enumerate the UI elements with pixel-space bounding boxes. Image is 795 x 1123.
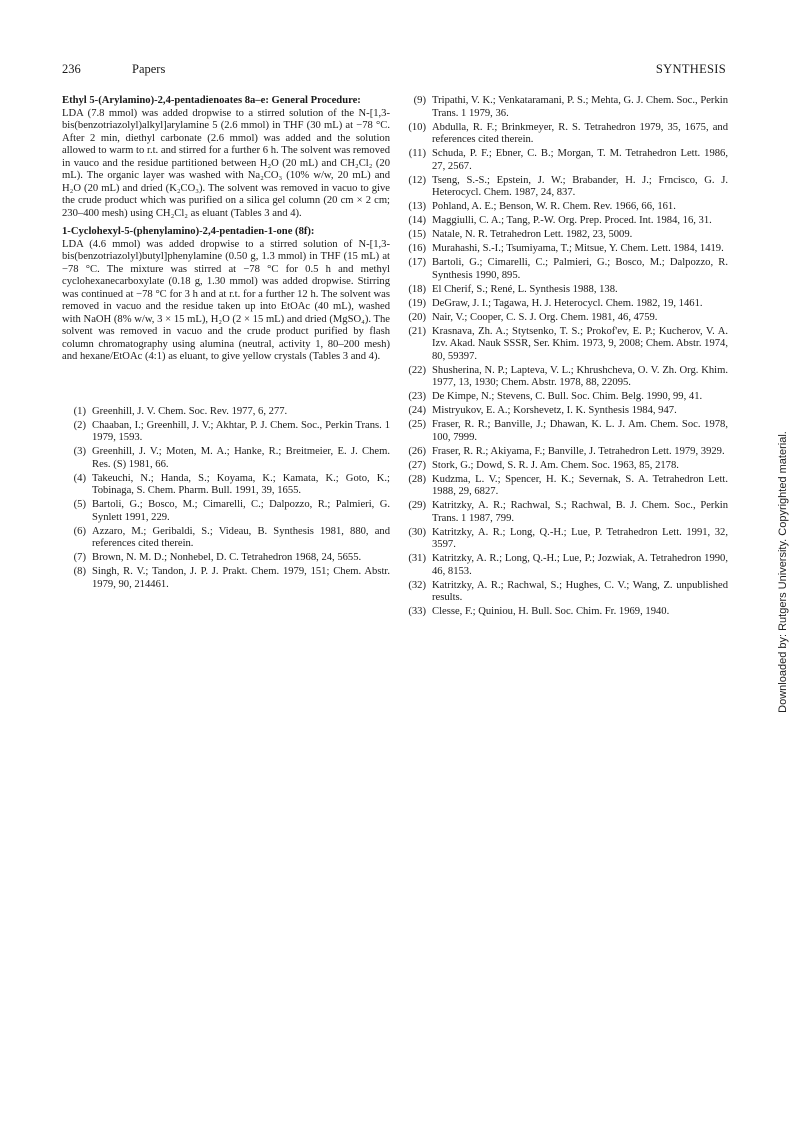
reference-number: (16) (408, 243, 426, 254)
reference-number: (7) (73, 552, 86, 563)
right-column (402, 95, 728, 620)
reference-item (402, 326, 728, 364)
reference-text: Fraser, R. R.; Akiyama, F.; Banville, J. Tetrahedron Lett. 1979, 3929. (432, 445, 725, 457)
reference-number: (29) (408, 500, 426, 511)
reference-number: (17) (408, 257, 426, 268)
reference-number: (25) (408, 419, 426, 430)
reference-text: Katritzky, A. R.; Rachwal, S.; Hughes, C. V.; Wang, Z. unpublished results. (432, 579, 728, 603)
reference-item (62, 420, 390, 445)
reference-number: (31) (408, 553, 426, 564)
reference-number: (28) (408, 473, 426, 485)
reference-number: (21) (408, 325, 426, 337)
reference-item (402, 606, 728, 619)
reference-text: Nair, V.; Cooper, C. S. J. Org. Chem. 1981, 46, 4759. (432, 311, 658, 323)
reference-number: (23) (408, 391, 426, 402)
reference-number: (26) (408, 445, 426, 457)
reference-text: Clesse, F.; Quiniou, H. Bull. Soc. Chim. Fr. 1969, 1940. (432, 606, 670, 617)
reference-text: Krasnava, Zh. A.; Stytsenko, T. S.; Prokof'ev, E. P.; Kucherov, V. A. Izv. Akad. Nauk SSSR, Ser. Khim. 1973, 9, 2008; Chem. Abstr. 1974, 80, 59397. (432, 325, 728, 362)
reference-item (62, 473, 390, 498)
reference-number: (4) (73, 472, 86, 484)
reference-item (62, 566, 390, 591)
reference-text: Maggiulli, C. A.; Tang, P.-W. Org. Prep. Proced. Int. 1984, 16, 31. (432, 215, 712, 226)
reference-item (402, 460, 728, 473)
reference-item (402, 391, 728, 404)
reference-item (402, 175, 728, 200)
reference-text: Shusherina, N. P.; Lapteva, V. L.; Khrushcheva, O. V. Zh. Org. Khim. 1977, 13, 1930; Chem. Abstr. 1978, 88, 22095. (432, 364, 728, 388)
reference-text: Bartoli, G.; Cimarelli, C.; Palmieri, G.; Bosco, M.; Dalpozzo, R. Synthesis 1990, 895. (432, 257, 728, 281)
reference-text: Stork, G.; Dowd, S. R. J. Am. Chem. Soc. 1963, 85, 2178. (432, 459, 679, 471)
reference-item (402, 122, 728, 147)
section-label: Papers (132, 62, 166, 76)
reference-item (402, 474, 728, 499)
procedure-body: LDA (4.6 mmol) was added dropwise to a stirred solution of N-[1,3-bis(benzotriazolyl)butyl]phenylamine (0.50 g, 1.3 mmol) in THF (15 mL) at −78 °C. The mixture was stirred at −78 °C for 0.5 h and methyl cyclohexanecarboxylate (0.18 g, 1.30 mmol) was added dropwise. Stirring was continued at −78 °C for 3 h and at r.t. for a further 12 h. The solvent was removed in vacuo and the residue taken up into EtOAc (40 mL), washed with NaOH (8% w/w, 3 × 15 mL), H₂O (2 × 15 mL) and dried (MgSO₄). The solvent was removed in vacuo and the crude product purified by flash column chromatography using alumina (neutral, activity 1, 80–200 mesh) and hexane/EtOAc (4:1) as eluant, to give yellow crystals (Tables 3 and 4). (62, 238, 390, 362)
reference-text: El Cherif, S.; René, L. Synthesis 1988, 138. (432, 283, 618, 295)
reference-number: (2) (73, 419, 86, 431)
reference-number: (22) (408, 364, 426, 376)
reference-number: (8) (73, 566, 86, 577)
reference-text: Abdulla, R. F.; Brinkmeyer, R. S. Tetrahedron 1979, 35, 1675, and references cited therein. (432, 121, 728, 145)
reference-number: (32) (408, 579, 426, 591)
procedure-paragraph (62, 95, 390, 220)
reference-number: (12) (408, 174, 426, 186)
reference-item (402, 446, 728, 459)
reference-text: Katritzky, A. R.; Rachwal, S.; Rachwal, B. J. Chem. Soc., Perkin Trans. 1 1987, 799. (432, 500, 728, 524)
reference-item (402, 405, 728, 418)
reference-list-right (402, 95, 728, 619)
reference-item (402, 95, 728, 120)
reference-text: Schuda, P. F.; Ebner, C. B.; Morgan, T. M. Tetrahedron Lett. 1986, 27, 2567. (432, 148, 728, 172)
reference-text: Katritzky, A. R.; Long, Q.-H.; Lue, P.; Jozwiak, A. Tetrahedron 1990, 46, 8153. (432, 553, 728, 577)
reference-item (62, 526, 390, 551)
reference-number: (18) (408, 283, 426, 295)
reference-item (62, 552, 390, 565)
reference-number: (20) (408, 311, 426, 323)
reference-list-left (62, 406, 390, 592)
reference-text: Kudzma, L. V.; Spencer, H. K.; Severnak, S. A. Tetrahedron Lett. 1988, 29, 6827. (432, 473, 728, 497)
page-header (62, 62, 726, 80)
reference-number: (11) (408, 148, 426, 159)
reference-number: (27) (408, 459, 426, 471)
reference-text: Takeuchi, N.; Handa, S.; Koyama, K.; Kamata, K.; Goto, K.; Tobinaga, S. Chem. Pharm. Bull. 1991, 39, 1655. (92, 472, 390, 496)
procedure-heading: Ethyl 5-(Arylamino)-2,4-pentadienoates 8a–e: General Procedure: (62, 95, 361, 106)
reference-number: (6) (73, 525, 86, 537)
procedure-heading: 1-Cyclohexyl-5-(phenylamino)-2,4-pentadien-1-one (8f): (62, 226, 315, 237)
reference-item (402, 365, 728, 390)
procedure-paragraph (62, 226, 390, 364)
reference-number: (15) (408, 229, 426, 240)
reference-text: Brown, N. M. D.; Nonhebel, D. C. Tetrahedron 1968, 24, 5655. (92, 552, 362, 563)
journal-name: SYNTHESIS (655, 62, 726, 76)
reference-item (402, 553, 728, 578)
reference-item (402, 298, 728, 311)
reference-number: (30) (408, 526, 426, 538)
reference-text: De Kimpe, N.; Stevens, C. Bull. Soc. Chim. Belg. 1990, 99, 41. (432, 391, 703, 402)
reference-item (402, 500, 728, 525)
reference-item (402, 257, 728, 282)
reference-number: (33) (408, 606, 426, 617)
reference-item (62, 446, 390, 471)
reference-text: DeGraw, J. I.; Tagawa, H. J. Heterocycl. Chem. 1982, 19, 1461. (432, 297, 703, 309)
reference-number: (5) (73, 499, 86, 510)
reference-text: Mistryukov, E. A.; Korshevetz, I. K. Synthesis 1984, 947. (432, 405, 677, 416)
reference-text: Murahashi, S.-I.; Tsumiyama, T.; Mitsue, Y. Chem. Lett. 1984, 1419. (432, 243, 724, 254)
left-column (62, 95, 390, 593)
download-watermark: Downloaded by: Rutgers University. Copyrighted material. (777, 431, 789, 713)
reference-text: Azzaro, M.; Geribaldi, S.; Videau, B. Synthesis 1981, 880, and references cited therein. (92, 525, 390, 549)
reference-item (402, 148, 728, 173)
reference-number: (1) (73, 405, 86, 417)
reference-number: (14) (408, 215, 426, 226)
reference-text: Greenhill, J. V. Chem. Soc. Rev. 1977, 6, 277. (92, 405, 288, 417)
reference-text: Singh, R. V.; Tandon, J. P. J. Prakt. Chem. 1979, 151; Chem. Abstr. 1979, 90, 214461. (92, 566, 390, 590)
reference-item (62, 406, 390, 419)
reference-text: Tripathi, V. K.; Venkataramani, P. S.; Mehta, G. J. Chem. Soc., Perkin Trans. 1 1979, 36. (432, 95, 728, 119)
reference-item (62, 499, 390, 524)
reference-item (402, 312, 728, 325)
reference-text: Greenhill, J. V.; Moten, M. A.; Hanke, R.; Breitmeier, E. J. Chem. Res. (S) 1981, 66. (92, 446, 390, 470)
reference-number: (10) (408, 121, 426, 133)
reference-text: Katritzky, A. R.; Long, Q.-H.; Lue, P. Tetrahedron Lett. 1991, 32, 3597. (432, 526, 728, 550)
reference-number: (19) (408, 297, 426, 309)
reference-item (402, 215, 728, 228)
reference-number: (24) (408, 405, 426, 416)
reference-text: Tseng, S.-S.; Epstein, J. W.; Brabander, H. J.; Frncisco, G. J. Heterocycl. Chem. 1987, 24, 837. (432, 174, 728, 198)
reference-item (402, 229, 728, 242)
reference-item (402, 580, 728, 605)
reference-item (402, 419, 728, 444)
reference-item (402, 243, 728, 256)
reference-text: Fraser, R. R.; Banville, J.; Dhawan, K. L. J. Am. Chem. Soc. 1978, 100, 7999. (432, 419, 728, 443)
reference-text: Pohland, A. E.; Benson, W. R. Chem. Rev. 1966, 66, 161. (432, 201, 676, 212)
reference-number: (9) (413, 95, 426, 106)
page-number: 236 (62, 62, 81, 76)
reference-number: (13) (408, 201, 426, 212)
reference-item (402, 201, 728, 214)
reference-text: Natale, N. R. Tetrahedron Lett. 1982, 23, 5009. (432, 229, 633, 240)
reference-text: Bartoli, G.; Bosco, M.; Cimarelli, C.; Dalpozzo, R.; Palmieri, G. Synlett 1991, 229. (92, 499, 390, 523)
reference-item (402, 527, 728, 552)
reference-number: (3) (73, 446, 86, 457)
reference-text: Chaaban, I.; Greenhill, J. V.; Akhtar, P. J. Chem. Soc., Perkin Trans. 1 1979, 1593. (92, 419, 390, 443)
reference-item (402, 284, 728, 297)
procedure-body: LDA (7.8 mmol) was added dropwise to a stirred solution of the N-[1,3-bis(benzotriazolyl)alkyl]arylamine 5 (2.6 mmol) in THF (30 mL) at −78 °C. After 2 min, diethyl carbonate (2.6 mmol) was added and the solution allowed to warm to r.t. and stirred for a further 6 h. The solvent was removed in vauco and the residue partitioned between H₂O (20 mL) and CH₂Cl₂ (20 mL). The organic layer was washed with Na₂CO₃ (10% w/w, 20 mL) and H₂O (20 mL) and dried (K₂CO₃). The solvent was removed in vacuo to give the crude product which was purified on a silica gel column (20 cm × 2 cm; 230–400 mesh) using CH₂Cl₂ as eluant (Tables 3 and 4). (62, 107, 390, 219)
